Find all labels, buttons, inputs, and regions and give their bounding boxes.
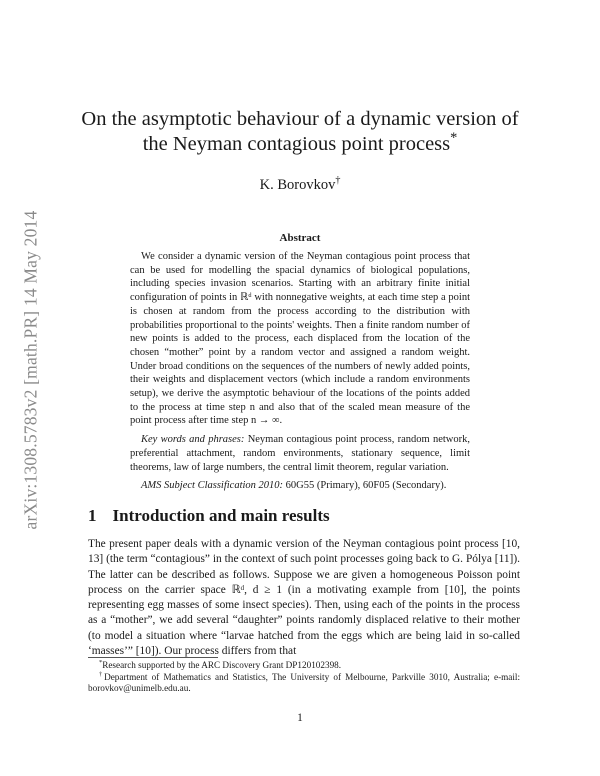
section-heading bbox=[88, 506, 330, 526]
abstract-heading: Abstract bbox=[279, 232, 321, 244]
title-line-2: the Neyman contagious point process* bbox=[142, 130, 458, 155]
arxiv-identifier: arXiv:1308.5783v2 [math.PR] 14 May 2014 bbox=[20, 210, 41, 530]
section-title: Introduction and main results bbox=[112, 506, 330, 525]
footnote-2 bbox=[88, 672, 520, 695]
title-line-1: On the asymptotic behaviour of a dynamic version of bbox=[81, 108, 519, 130]
title-footnote-mark: * bbox=[450, 130, 458, 147]
ams-classification bbox=[130, 479, 470, 493]
footnotes bbox=[88, 660, 520, 695]
abstract-text: We consider a dynamic version of the Neyman contagious point process that can be used for modelling the spacial dynamics of biological populations, including species invasion scenarios. Starting with an arbitrary finite initial configuration of points in ℝᵈ with nonnegative weights, at each time step a point is chosen at random from the process according to the distribution with probabilities proportional to the points' weights. Then a finite random number of new points is added to the process, each displaced from the location of the chosen “mother” point by a random vector and assigned a random weight. Under broad conditions on the sequences of the numbers of newly added points, their weights and displacement vectors (which include a random environments setup), we derive the asymptotic behaviour of the locations of the points added to the process at time step n and also that of the scaled mean measure of the point process after time step n → ∞. bbox=[130, 251, 470, 427]
ams-text: 60G55 (Primary), 60F05 (Secondary). bbox=[285, 480, 447, 492]
author-footnote-mark: † bbox=[335, 175, 341, 187]
footnote-1-text: Research supported by the ARC Discovery Grant DP120102398. bbox=[102, 660, 342, 670]
footnote-2-text: Department of Mathematics and Statistics, The University of Melbourne, Parkville 3010, Australia; e-mail: borovkov@unimelb.edu.au. bbox=[88, 671, 521, 693]
abstract bbox=[130, 250, 470, 493]
footnote-2-mark: † bbox=[99, 670, 105, 678]
author-name: K. Borovkov bbox=[259, 177, 336, 193]
paper-title bbox=[80, 107, 520, 157]
keywords-label: Key words and phrases: bbox=[141, 434, 245, 446]
arxiv-sidebar bbox=[16, 170, 46, 570]
intro-paragraph: The present paper deals with a dynamic version of the Neyman contagious point process [10, 13] (the term “contagious” in the context of such point processes going back to G. Pólya [11]). The latter can be described as follows. Suppose we are given a homogeneous Poisson point process on the carrier space ℝᵈ, d ≥ 1 (in a motivating example from [10], the points representing egg masses of some insect species). Then, using each of the points in the process as a “mother”, we add several “daughter” points randomly displaced relative to their mother (to model a situation where “larvae hatched from the eggs which are being laid in so-called ‘masses’” [10]). Our process differs from that bbox=[88, 538, 520, 658]
ams-label: AMS Subject Classification 2010: bbox=[141, 480, 284, 492]
keywords bbox=[130, 433, 470, 474]
footnote-1-mark: * bbox=[99, 658, 103, 666]
footnote-1 bbox=[88, 660, 520, 672]
author bbox=[80, 177, 520, 194]
page-number: 1 bbox=[297, 712, 303, 724]
footnote-rule bbox=[88, 657, 218, 658]
keywords-text: Neyman contagious point process, random network, preferential attachment, random environments, stationary sequence, limit theorems, law of large numbers, the central limit theorem, regular variation. bbox=[130, 434, 470, 473]
section-number: 1 bbox=[88, 506, 97, 525]
